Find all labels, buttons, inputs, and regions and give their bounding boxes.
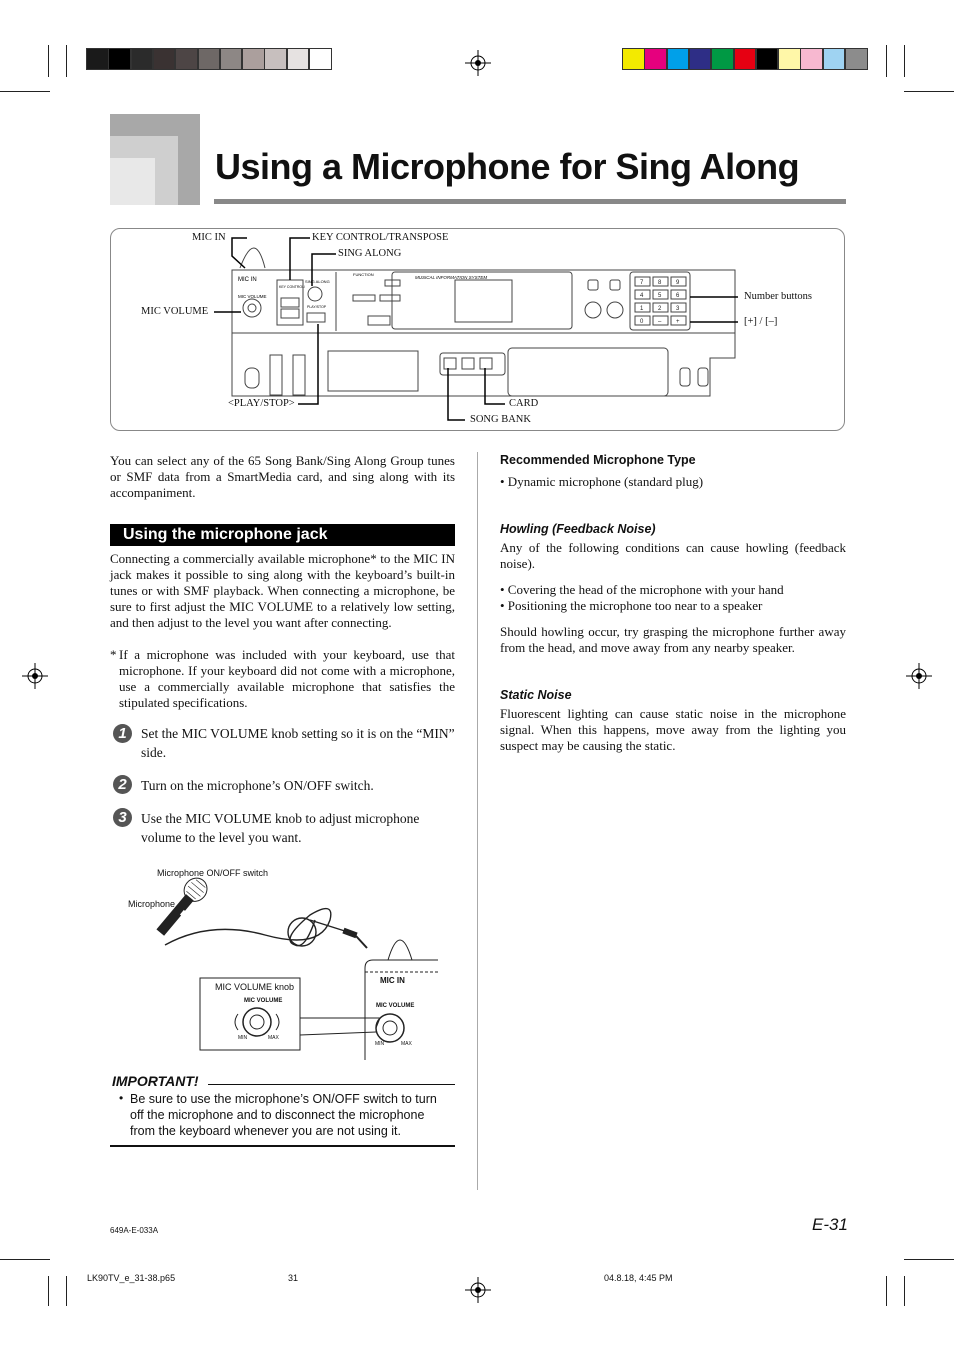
registration-mark-icon: [906, 663, 932, 689]
label-mic-in: MIC IN: [192, 232, 226, 243]
crop-mark: [904, 1259, 954, 1260]
knob-min-label: MIN: [238, 1035, 248, 1041]
intro-paragraph: You can select any of the 65 Song Bank/Sing Along Group tunes or SMF data from a SmartMedia card, and sing along with its accompaniment.: [110, 453, 455, 500]
header-block: [110, 158, 155, 205]
label-card: CARD: [509, 398, 539, 409]
label-mic-volume: MIC VOLUME: [141, 306, 209, 317]
howling-item: • Covering the head of the microphone with your hand: [500, 582, 784, 597]
gray-swatch: [287, 48, 310, 70]
label-song-bank: SONG BANK: [470, 414, 531, 425]
connection-paragraph: Connecting a commercially available microphone* to the MIC IN jack makes it possible to sing along with the keyboard’s built-in tunes or with SMF playback. When connecting a microphone, be sure to first adjust the MIC VOLUME to a relatively low setting, and then adjust to the level you want after connecting.: [110, 551, 455, 630]
svg-text:8: 8: [658, 280, 662, 286]
svg-text:5: 5: [658, 293, 662, 299]
svg-text:KEY CONTROL/: KEY CONTROL/: [279, 285, 305, 289]
gray-swatch: [264, 48, 287, 70]
title-rule: [214, 199, 846, 204]
step-text: Use the MIC VOLUME knob to adjust microphone volume to the level you want.: [141, 811, 420, 845]
crop-mark: [886, 45, 887, 77]
print-date: 04.8.18, 4:45 PM: [604, 1273, 673, 1283]
svg-text:0: 0: [640, 319, 644, 325]
gray-swatch: [220, 48, 243, 70]
switch-label: Microphone ON/OFF switch: [157, 868, 269, 878]
sheet-number: 31: [288, 1273, 299, 1283]
gray-swatch: [131, 48, 154, 70]
label-key-control: KEY CONTROL/TRANSPOSE: [312, 232, 449, 243]
panel-min-label: MIN: [375, 1041, 385, 1047]
step-text: Set the MIC VOLUME knob setting so it is on the “MIN” side.: [141, 726, 455, 760]
static-text: Fluorescent lighting can cause static noise in the microphone signal. When this happens, move away from the lighting you suspect may be causing the static.: [500, 706, 846, 753]
svg-text:3: 3: [676, 306, 680, 312]
gray-swatch: [175, 48, 198, 70]
color-swatch: [800, 48, 823, 70]
important-text: Be sure to use the microphone’s ON/OFF switch to turn off the microphone and to disconnect the microphone from the keyboard whenever you are not using it.: [130, 1092, 437, 1138]
footnote-mark: *: [110, 647, 117, 662]
svg-text:SING ALONG: SING ALONG: [305, 279, 330, 284]
knob-mic-volume-label: MIC VOLUME: [244, 998, 283, 1004]
column-divider: [477, 452, 478, 1190]
svg-text:2: 2: [658, 306, 662, 312]
panel-max-label: MAX: [401, 1041, 412, 1047]
important-rule: [208, 1084, 455, 1085]
gray-swatch: [153, 48, 176, 70]
crop-mark: [0, 91, 50, 92]
label-plus-minus: [+] / [–]: [744, 316, 778, 327]
howling-text: Any of the following conditions can cause howling (feedback noise).: [500, 540, 846, 571]
keyboard-panel-drawing: [110, 228, 845, 431]
page-number: E-31: [812, 1215, 848, 1234]
crop-mark: [66, 45, 67, 77]
svg-text:MIC IN: MIC IN: [238, 277, 257, 283]
step-number: 2: [113, 775, 132, 794]
panel-mic-in-label: MIC IN: [380, 976, 405, 985]
label-play-stop: <PLAY/STOP>: [228, 398, 295, 409]
color-swatch: [711, 48, 734, 70]
svg-text:+: +: [676, 319, 680, 325]
svg-text:7: 7: [640, 280, 644, 286]
color-swatch: [778, 48, 801, 70]
color-swatch: [689, 48, 712, 70]
svg-text:MIC VOLUME: MIC VOLUME: [238, 294, 267, 299]
important-bottom-rule: [110, 1145, 455, 1147]
svg-text:FUNCTION: FUNCTION: [353, 272, 374, 277]
color-swatch: [622, 48, 645, 70]
step-number: 1: [113, 724, 132, 743]
panel-mic-volume-label: MIC VOLUME: [376, 1003, 415, 1009]
color-swatch: [756, 48, 779, 70]
color-swatch: [845, 48, 868, 70]
recommended-item: • Dynamic microphone (standard plug): [500, 474, 704, 489]
crop-mark: [48, 1276, 49, 1306]
crop-mark: [0, 1259, 50, 1260]
svg-text:PLAY/STOP: PLAY/STOP: [307, 305, 327, 309]
svg-text:4: 4: [640, 293, 644, 299]
crop-mark: [904, 91, 954, 92]
svg-text:1: 1: [640, 306, 644, 312]
svg-text:–: –: [658, 319, 662, 325]
color-swatch: [734, 48, 757, 70]
label-sing-along: SING ALONG: [338, 248, 402, 259]
color-swatch: [823, 48, 846, 70]
crop-mark: [66, 1276, 67, 1306]
crop-mark: [48, 45, 49, 77]
crop-mark: [904, 1276, 905, 1306]
howling-heading: Howling (Feedback Noise): [500, 522, 656, 536]
page-title: Using a Microphone for Sing Along: [215, 146, 800, 187]
gray-swatch: [86, 48, 109, 70]
recommended-heading: Recommended Microphone Type: [500, 453, 696, 467]
step-text: Turn on the microphone’s ON/OFF switch.: [141, 778, 374, 793]
static-heading: Static Noise: [500, 688, 572, 702]
footnote: If a microphone was included with your keyboard, use that microphone. If your keyboard did not come with a microphone, use a commercially available microphone that satisfies the stipulated specifications.: [119, 647, 455, 710]
svg-text:9: 9: [676, 280, 680, 286]
gray-swatch: [242, 48, 265, 70]
registration-mark-icon: [465, 50, 491, 76]
crop-mark: [904, 45, 905, 77]
doc-code: 649A-E-033A: [110, 1226, 159, 1235]
gray-swatch: [108, 48, 131, 70]
microphone-label: Microphone: [128, 899, 176, 909]
svg-text:MUSICAL INFORMATION SYSTEM: MUSICAL INFORMATION SYSTEM: [415, 275, 488, 280]
color-swatch: [667, 48, 690, 70]
file-name: LK90TV_e_31-38.p65: [87, 1273, 176, 1283]
svg-text:6: 6: [676, 293, 680, 299]
important-bullet: •: [119, 1091, 124, 1105]
microphone-illustration: [120, 860, 450, 1065]
gray-swatch: [198, 48, 221, 70]
registration-mark-icon: [22, 663, 48, 689]
label-number-buttons: Number buttons: [744, 291, 812, 302]
color-swatch: [644, 48, 667, 70]
howling-fix: Should howling occur, try grasping the microphone further away from the head, and move away from any nearby speaker.: [500, 624, 846, 655]
crop-mark: [886, 1276, 887, 1306]
step-number: 3: [113, 808, 132, 827]
registration-mark-icon: [465, 1277, 491, 1303]
section-heading: Using the microphone jack: [110, 524, 455, 546]
important-heading: IMPORTANT!: [112, 1073, 199, 1089]
knob-label: MIC VOLUME knob: [215, 982, 295, 992]
knob-max-label: MAX: [268, 1035, 279, 1041]
howling-item: • Positioning the microphone too near to a speaker: [500, 598, 763, 613]
gray-swatch: [309, 48, 332, 70]
